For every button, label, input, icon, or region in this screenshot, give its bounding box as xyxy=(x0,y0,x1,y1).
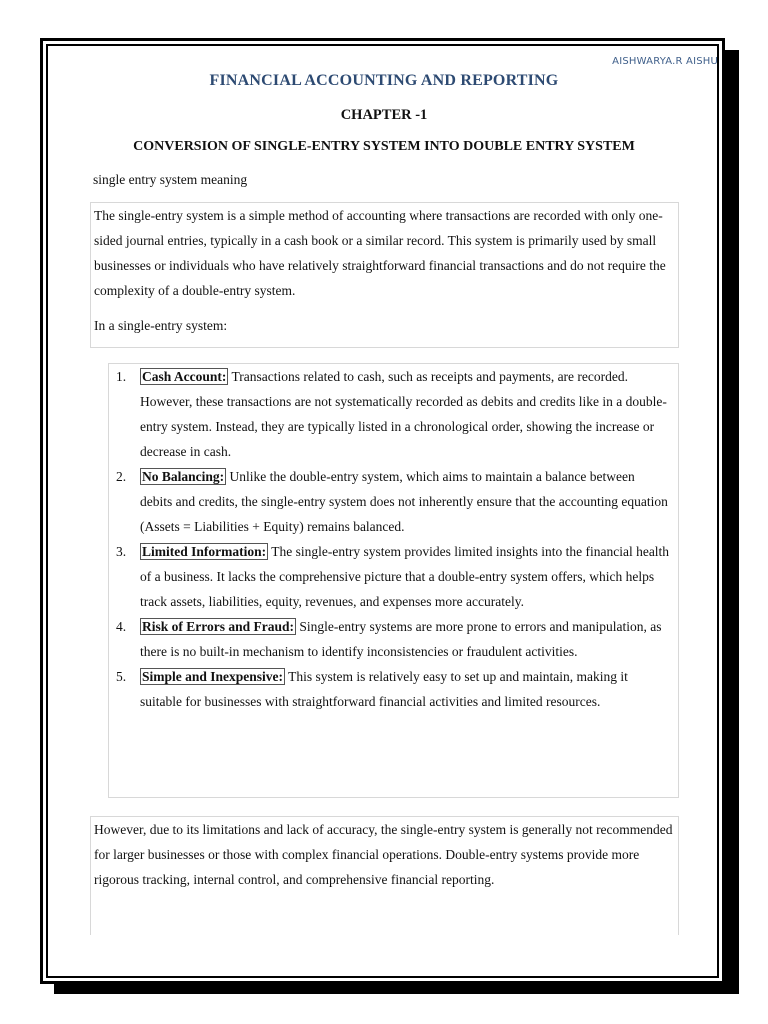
list-item-title: Cash Account: xyxy=(142,369,227,384)
conclusion-paragraph: However, due to its limitations and lack of accuracy, the single-entry system is generally not recommended for larger businesses or those with complex financial operations. Double-entry systems provide more rigorous tracking, internal control, and comprehensive financial reporting. xyxy=(94,822,673,887)
list-number: 3. xyxy=(116,544,127,559)
document-title: FINANCIAL ACCOUNTING AND REPORTING xyxy=(209,72,559,89)
intro-label: single entry system meaning xyxy=(93,172,248,187)
points-list xyxy=(108,363,679,798)
list-number: 1. xyxy=(116,369,127,384)
list-item xyxy=(109,614,678,664)
list-item xyxy=(109,464,678,539)
list-number: 2. xyxy=(116,469,127,484)
definition-lead-in: In a single-entry system: xyxy=(94,318,228,333)
list-number: 4. xyxy=(116,619,127,634)
list-item-text: Single-entry systems are more prone to errors and manipulation, as there is no built-in mechanism to identify inconsistencies or fraudulent activities. xyxy=(140,619,662,659)
list-item xyxy=(109,539,678,614)
list-item-text: Transactions related to cash, such as receipts and payments, are recorded. However, these transactions are not systematically recorded as debits and credits like in a double-entry system. Instead, they are typically listed in a chronological order, showing the increase or decrease in cash. xyxy=(140,369,667,459)
list-item-text: Unlike the double-entry system, which aims to maintain a balance between debits and credits, the single-entry system does not inherently ensure that the accounting equation (Assets = Liabilities + Equity) remains balanced. xyxy=(140,469,668,534)
list-item-text: The single-entry system provides limited insights into the financial health of a business. It lacks the comprehensive picture that a double-entry system offers, which helps track assets, liabilities, equity, revenues, and expenses more accurately. xyxy=(140,544,670,609)
list-item xyxy=(109,664,678,714)
conclusion-box xyxy=(90,816,679,935)
definition-box xyxy=(90,202,679,348)
definition-paragraph: The single-entry system is a simple method of accounting where transactions are recorded with only one-sided journal entries, typically in a cash book or a similar record. This system is primarily used by small businesses or individuals who have relatively straightforward financial transactions and do not require the complexity of a double-entry system. xyxy=(94,208,666,298)
list-item-title: Risk of Errors and Fraud: xyxy=(142,619,295,634)
list-item-title: Simple and Inexpensive: xyxy=(142,669,284,684)
list-item-title: Limited Information: xyxy=(142,544,267,559)
list-item-title: No Balancing: xyxy=(142,469,225,484)
chapter-heading: CHAPTER -1 xyxy=(340,107,428,123)
list-item-text: This system is relatively easy to set up and maintain, making it suitable for businesses with straightforward financial activities and limited resources. xyxy=(140,669,628,709)
author-name: AISHWARYA.R AISHU xyxy=(612,56,718,67)
section-heading: CONVERSION OF SINGLE-ENTRY SYSTEM INTO DOUBLE ENTRY SYSTEM xyxy=(133,139,635,154)
list-number: 5. xyxy=(116,669,127,684)
list-item xyxy=(109,364,678,464)
